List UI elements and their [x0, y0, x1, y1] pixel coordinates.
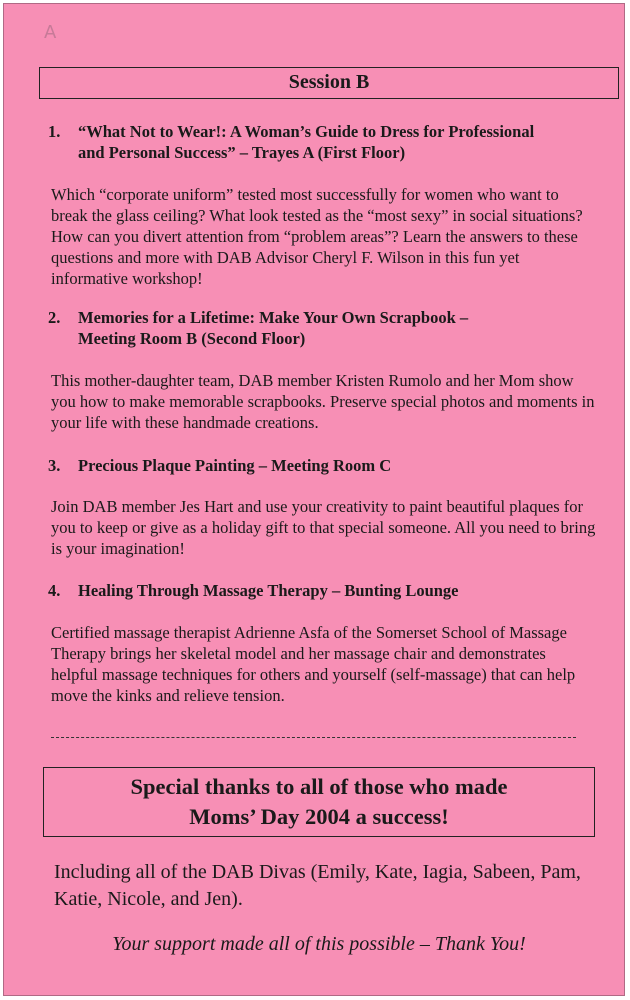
item-3-description: Join DAB member Jes Hart and use your creativity to paint beautiful plaques for you to keep or give as a holiday gift to that special someone. All you need to bring is your imagination!: [51, 497, 596, 558]
item-3-number: 3.: [48, 456, 61, 475]
item-1-number: 1.: [48, 122, 61, 141]
pencil-mark: A: [44, 22, 57, 43]
support-message: Your support made all of this possible – Thank You!: [112, 933, 526, 955]
item-2-title: [48, 307, 468, 349]
item-2-title-line1: Memories for a Lifetime: Make Your Own Scrapbook –: [78, 308, 469, 327]
item-2-title-line2: Meeting Room B (Second Floor): [78, 329, 306, 348]
item-3-title-line1: Precious Plaque Painting – Meeting Room C: [78, 456, 392, 475]
item-1-description: Which “corporate uniform” tested most successfully for women who want to break the glass ceiling? What look tested as the “most sexy” in social situations? How can you divert attention from “problem areas”? Learn the answers to these questions and more with DAB Advisor Cheryl F. Wilson in this fun yet informative workshop!: [51, 185, 583, 288]
item-2-description: This mother-daughter team, DAB member Kristen Rumolo and her Mom show you how to make memorable scrapbooks. Preserve special photos and moments in your life with these handmade creations.: [51, 371, 595, 432]
dashed-divider: [51, 737, 576, 738]
item-4-number: 4.: [48, 581, 61, 600]
session-heading: Session B: [39, 67, 619, 99]
item-4-title: [48, 580, 459, 601]
including-text: Including all of the DAB Divas (Emily, Kate, Iagia, Sabeen, Pam, Katie, Nicole, and Jen).: [54, 861, 581, 910]
flyer-page: [3, 3, 625, 996]
item-1-title-line2: and Personal Success” – Trayes A (First Floor): [78, 143, 406, 162]
thanks-line1: Special thanks to all of those who made: [130, 774, 508, 799]
item-4-title-line1: Healing Through Massage Therapy – Bunting Lounge: [78, 581, 459, 600]
item-1-title: [48, 121, 534, 163]
item-3-title: [48, 455, 391, 476]
item-1-title-line1: “What Not to Wear!: A Woman’s Guide to Dress for Professional: [78, 122, 535, 141]
item-4-description: Certified massage therapist Adrienne Asfa of the Somerset School of Massage Therapy brings her skeletal model and her massage chair and demonstrates helpful massage techniques for others and yourself (self-massage) that can help move the kinks and relieve tension.: [51, 623, 576, 705]
special-thanks-box: [43, 767, 595, 837]
thanks-line2: Moms’ Day 2004 a success!: [189, 804, 449, 829]
item-2-number: 2.: [48, 308, 61, 327]
